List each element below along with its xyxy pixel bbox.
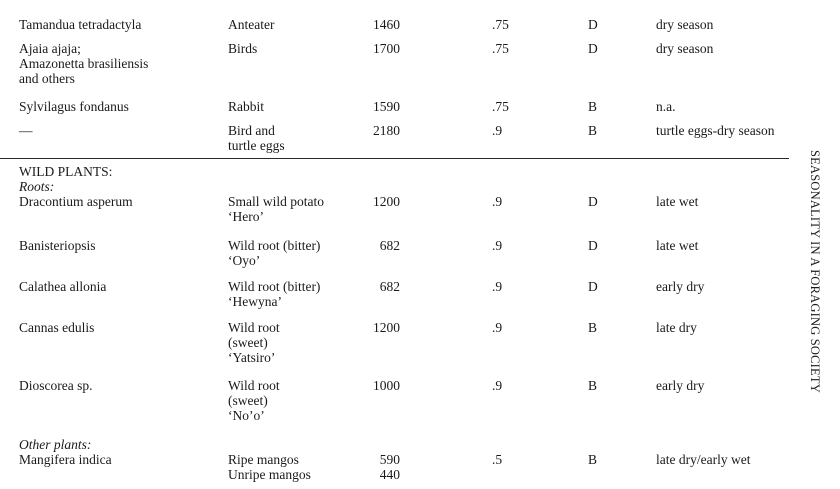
scientific-name-line: Ajaia ajaja; [19,41,81,56]
running-head: SEASONALITY IN A FORAGING SOCIETY [808,150,822,393]
scientific-name [19,238,96,253]
scientific-name [19,194,133,209]
scientific-name-line: Mangifera indica [19,452,112,467]
season: late wet [656,194,699,209]
kcal-value [340,17,400,32]
common-name-line: turtle eggs [228,138,285,153]
kcal-line: 1590 [373,99,400,114]
season: late dry [656,320,697,335]
section-title: WILD PLANTS: [19,164,113,179]
availability-code: B [588,452,598,467]
availability-code: B [588,123,598,138]
common-name [228,320,280,365]
kcal-line: 1460 [373,17,400,32]
edible-fraction: .75 [492,17,509,32]
common-name-line: ‘No’o’ [228,408,265,423]
common-name [228,452,311,482]
season: early dry [656,279,705,294]
kcal-line: 590 [379,452,400,467]
scientific-name-line: — [19,123,33,138]
season: late dry/early wet [656,452,751,467]
common-name-line: Small wild potato [228,194,324,209]
kcal-line: 682 [379,238,400,253]
common-name [228,41,257,56]
edible-fraction: .75 [492,99,509,114]
common-name-line: Bird and [228,123,275,138]
scientific-name-line: Cannas edulis [19,320,95,335]
availability-code: B [588,320,598,335]
scientific-name-line: Calathea allonia [19,279,107,294]
kcal-value [340,194,400,209]
common-name [228,378,280,423]
subsection-other-label: Other plants: [19,437,92,452]
kcal-value [340,279,400,294]
subsection-roots-label: Roots: [19,179,55,194]
availability-code: D [588,17,598,32]
edible-fraction: .9 [492,378,503,393]
availability-code: B [588,99,598,114]
common-name-line: Wild root [228,378,280,393]
scientific-name [19,99,129,114]
common-name-line: ‘Hewyna’ [228,294,282,309]
scientific-name-line: Dioscorea sp. [19,378,93,393]
common-name-line: (sweet) [228,393,268,408]
common-name [228,194,324,224]
edible-fraction: .9 [492,238,503,253]
edible-fraction: .9 [492,194,503,209]
common-name [228,99,264,114]
scientific-name [19,320,94,335]
season: n.a. [656,99,676,114]
common-name-line: ‘Oyo’ [228,253,261,268]
availability-code: D [588,194,598,209]
kcal-value [340,99,400,114]
scientific-name-line: Dracontium asperum [19,194,133,209]
kcal-line: 1000 [373,378,400,393]
edible-fraction: .9 [492,320,503,335]
scientific-name [19,279,106,294]
common-name-line: Unripe mangos [228,467,311,482]
kcal-value [340,452,400,482]
common-name-line: Wild root (bitter) [228,238,321,253]
scientific-name-line: Banisteriopsis [19,238,96,253]
common-name-line: Rabbit [228,99,264,114]
kcal-line: 1200 [373,320,400,335]
common-name-line: Wild root [228,320,280,335]
kcal-value [340,238,400,253]
edible-fraction: .75 [492,41,509,56]
common-name [228,238,320,268]
availability-code: D [588,279,598,294]
section-heading-group [19,164,112,194]
common-name-line: Birds [228,41,258,56]
kcal-line: 2180 [373,123,400,138]
kcal-line: 1200 [373,194,400,209]
section-divider [0,158,789,159]
scientific-name-line: Amazonetta brasiliensis [19,56,149,71]
common-name-line: Wild root (bitter) [228,279,321,294]
scientific-name [19,41,148,86]
season: early dry [656,378,705,393]
scientific-name [19,378,92,393]
common-name [228,17,274,32]
common-name-line: Anteater [228,17,275,32]
edible-fraction: .9 [492,123,503,138]
scientific-name [19,123,33,138]
scientific-name [19,452,112,467]
kcal-line: 1700 [373,41,400,56]
season: turtle eggs-dry season [656,123,775,138]
scientific-name [19,17,141,32]
common-name-line: Ripe mangos [228,452,299,467]
edible-fraction: .5 [492,452,503,467]
kcal-value [340,123,400,138]
kcal-line: 682 [379,279,400,294]
season: dry season [656,17,714,32]
kcal-value [340,41,400,56]
common-name [228,279,320,309]
scientific-name-line: and others [19,71,75,86]
common-name-line: (sweet) [228,335,268,350]
availability-code: D [588,41,598,56]
kcal-line: 440 [379,467,400,482]
common-name-line: ‘Yatsiro’ [228,350,276,365]
common-name-line: ‘Hero’ [228,209,264,224]
kcal-value [340,378,400,393]
scientific-name-line: Sylvilagus fondanus [19,99,129,114]
kcal-value [340,320,400,335]
season: late wet [656,238,699,253]
availability-code: D [588,238,598,253]
season: dry season [656,41,714,56]
availability-code: B [588,378,598,393]
scientific-name-line: Tamandua tetradactyla [19,17,142,32]
common-name [228,123,285,153]
edible-fraction: .9 [492,279,503,294]
